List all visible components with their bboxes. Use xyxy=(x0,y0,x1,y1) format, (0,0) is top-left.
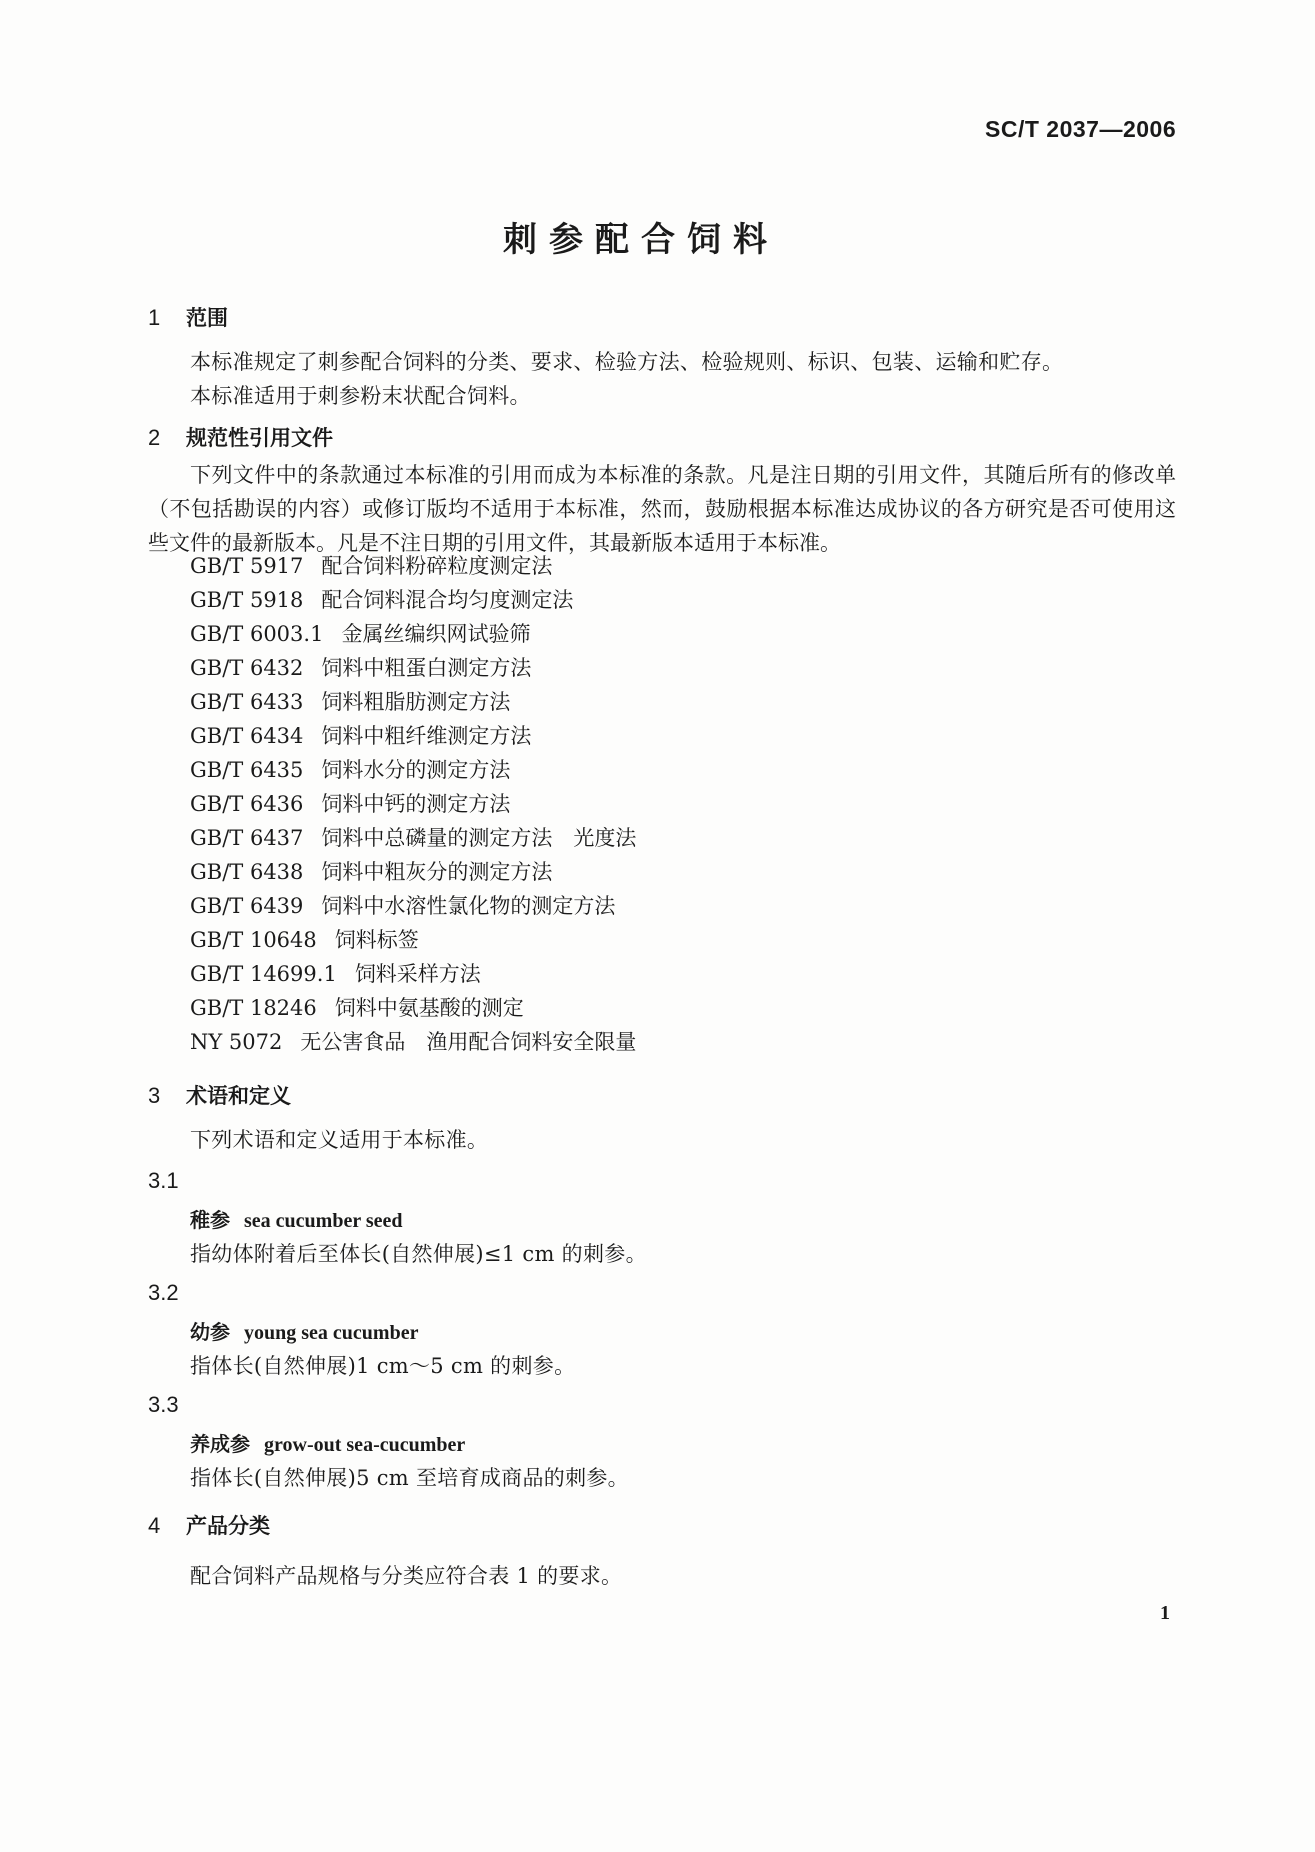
term-name: 养成参 grow-out sea-cucumber xyxy=(190,1432,466,1456)
term-number: 3.2 xyxy=(148,1280,179,1305)
section-4-heading xyxy=(148,1510,270,1540)
section-title: 产品分类 xyxy=(186,1514,270,1538)
reference-item: GB/T 6433 饲料粗脂肪测定方法 xyxy=(190,690,511,714)
section-1-paragraph: 本标准规定了刺参配合饲料的分类、要求、检验方法、检验规则、标识、包装、运输和贮存。 xyxy=(190,350,1064,374)
term-definition: 指幼体附着后至体长(自然伸展)≤1 cm 的刺参。 xyxy=(190,1242,647,1266)
section-3-heading xyxy=(148,1080,291,1110)
section-2-heading xyxy=(148,422,333,452)
reference-item: GB/T 6436 饲料中钙的测定方法 xyxy=(190,792,511,816)
section-4-paragraph: 配合饲料产品规格与分类应符合表 1 的要求。 xyxy=(190,1564,623,1588)
term-name: 幼参 young sea cucumber xyxy=(190,1320,419,1344)
reference-item: GB/T 6432 饲料中粗蛋白测定方法 xyxy=(190,656,532,680)
section-title: 术语和定义 xyxy=(186,1084,291,1108)
reference-item: GB/T 6435 饲料水分的测定方法 xyxy=(190,758,511,782)
reference-item: GB/T 6438 饲料中粗灰分的测定方法 xyxy=(190,860,553,884)
reference-item: NY 5072 无公害食品 渔用配合饲料安全限量 xyxy=(190,1030,637,1054)
section-title: 范围 xyxy=(186,306,228,330)
term-number: 3.1 xyxy=(148,1168,179,1193)
reference-item: GB/T 6439 饲料中水溶性氯化物的测定方法 xyxy=(190,894,616,918)
reference-item: GB/T 14699.1 饲料采样方法 xyxy=(190,962,481,986)
reference-item: GB/T 6434 饲料中粗纤维测定方法 xyxy=(190,724,532,748)
reference-item: GB/T 18246 饲料中氨基酸的测定 xyxy=(190,996,524,1020)
section-1-heading xyxy=(148,302,228,332)
reference-item: GB/T 6003.1 金属丝编织网试验筛 xyxy=(190,622,531,646)
term-name: 稚参 sea cucumber seed xyxy=(190,1208,403,1232)
section-1-paragraph: 本标准适用于刺参粉末状配合饲料。 xyxy=(190,384,531,408)
section-2-intro: 下列文件中的条款通过本标准的引用而成为本标准的条款。凡是注日期的引用文件，其随后所有的修改单（不包括勘误的内容）或修订版均不适用于本标准，然而，鼓励根据本标准达成协议的各方研究是否可使用这些文件的最新版本。凡是不注日期的引用文件，其最新版本适用于本标准。 xyxy=(148,463,1176,555)
term-definition: 指体长(自然伸展)5 cm 至培育成商品的刺参。 xyxy=(190,1466,629,1490)
section-number: 3 xyxy=(148,1083,161,1108)
reference-item: GB/T 10648 饲料标签 xyxy=(190,928,419,952)
section-number: 1 xyxy=(148,305,161,330)
section-number: 2 xyxy=(148,425,161,450)
document-title: 刺参配合饲料 xyxy=(503,220,779,260)
page-number: 1 xyxy=(1160,1602,1170,1624)
section-number: 4 xyxy=(148,1513,161,1538)
section-title: 规范性引用文件 xyxy=(186,426,333,450)
standard-number: SC/T 2037—2006 xyxy=(985,116,1177,142)
reference-item: GB/T 6437 饲料中总磷量的测定方法 光度法 xyxy=(190,826,637,850)
section-3-intro: 下列术语和定义适用于本标准。 xyxy=(190,1128,489,1152)
term-definition: 指体长(自然伸展)1 cm～5 cm 的刺参。 xyxy=(190,1354,576,1378)
reference-item: GB/T 5918 配合饲料混合均匀度测定法 xyxy=(190,588,574,612)
reference-item: GB/T 5917 配合饲料粉碎粒度测定法 xyxy=(190,554,553,578)
term-number: 3.3 xyxy=(148,1392,179,1417)
